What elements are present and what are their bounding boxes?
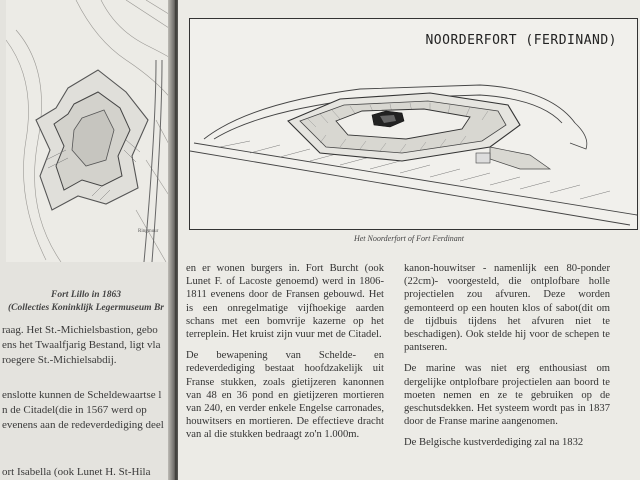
text-column-2 <box>404 262 610 458</box>
figure-title: NOORDERFORT (FERDINAND) <box>425 33 617 48</box>
paragraph: en er wonen burgers in. Fort Burcht (ook Lunet F. of Lacoste genoemd) werd in 1806-1811 evenens door de Fransen gebouwd. Het is een onregelmatige vijfhoekige aarden schans met een bomvrije kazerne op het terreplein. Het kruist zijn vuur met de Citadel. <box>186 263 384 341</box>
fort-lillo-map <box>6 0 172 262</box>
text-column-1 <box>186 262 384 450</box>
left-text-line: roegere St.-Michielsabdij. <box>2 354 117 366</box>
paragraph: De Belgische kustverdediging zal na 1832 <box>404 437 584 449</box>
left-text-line: n de Citadel(die in 1567 werd op <box>2 404 147 416</box>
svg-text:Ringmuur: Ringmuur <box>138 229 159 234</box>
left-text-line: evenens aan de redeverdediging deel <box>2 419 164 431</box>
fort-ferdinand-figure <box>189 18 638 230</box>
left-text-line: ens het Twaalfjarig Bestand, ligt vla <box>2 339 161 351</box>
left-text-line: enslotte kunnen de Scheldewaartse l <box>2 389 162 401</box>
paragraph: kanon-houwitser - namenlijk een 80-ponder (22cm)- voorgesteld, die ontplofbare holle projectielen zou afvuren. Deze worden gemonteerd op een houten klos of sabot(dit om de tijdbuis tijdens het afvuren niet te beschadigen). Ook stelde hij voor de schepen te pantseren. <box>404 263 610 354</box>
fort-ferdinand-drawing <box>190 19 637 229</box>
left-text-line: raag. Het St.-Michielsbastion, gebo <box>2 324 158 336</box>
paragraph: De bewapening van Schelde- en redeverdediging bestaat hoofdzakelijk uit Franse stukken, zoals gietijzeren kanonnen van 48 en 36 pond en gietijzeren mortieren van 240, en verder enkele Engelse carronades, houwitsers en mortieren. De effectieve dracht van al die stukken bedraagt zo'n 1.000m. <box>186 350 384 441</box>
map-caption-credit: (Collecties Koninklijk Legermuseum Br <box>8 303 164 313</box>
right-page <box>178 0 640 480</box>
left-text-line: ort Isabella (ook Lunet H. St-Hila <box>2 466 151 478</box>
fort-map-illustration <box>6 0 172 262</box>
left-page <box>0 0 172 480</box>
map-caption-title: Fort Lillo in 1863 <box>51 290 121 300</box>
paragraph: De marine was niet erg enthousiast om dergelijke ontplofbare projectielen aan boord te moeten nemen en ze te gebruiken op de geschutsdekken. Het systeem wordt pas in 1837 door de Franse marine aangenomen. <box>404 363 610 428</box>
figure-caption: Het Noorderfort of Fort Ferdinant <box>353 234 465 243</box>
